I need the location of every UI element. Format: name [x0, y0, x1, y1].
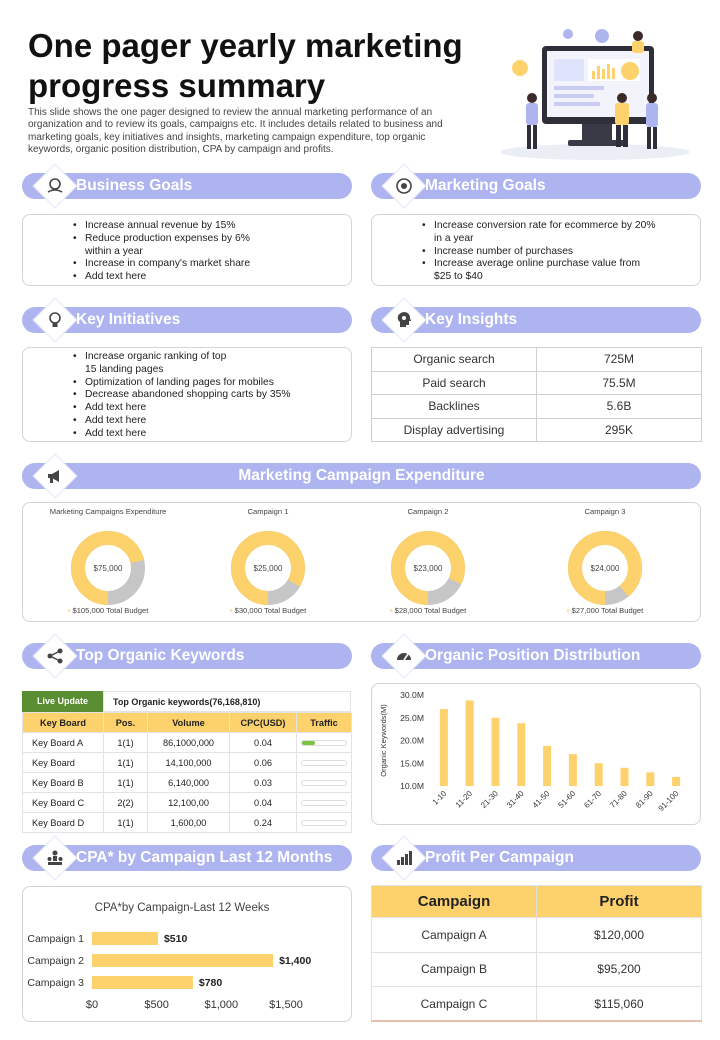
donut-chart: [68, 528, 148, 608]
list-item: • Add text here: [73, 428, 348, 441]
table-row: [23, 773, 352, 793]
campaign-cell: Campaign C: [372, 987, 537, 1022]
target-icon: [395, 177, 413, 195]
insight-label: Display advertising: [372, 418, 537, 442]
keyword-cell: Key Board: [23, 753, 104, 773]
pos-cell: 2(2): [104, 793, 148, 813]
cpa-chart: [22, 886, 352, 1022]
cpc-cell: 0.06: [230, 753, 297, 773]
column-bar: [543, 746, 551, 786]
traffic-bar: [301, 780, 347, 786]
keyword-cell: Key Board A: [23, 733, 104, 753]
pos-cell: 1(1): [104, 773, 148, 793]
x-tick-label: $0: [85, 999, 99, 1011]
business-goals-list: [73, 220, 343, 284]
pos-cell: 1(1): [104, 813, 148, 833]
marketing-goals-list: [422, 220, 697, 284]
column-bar: [646, 772, 654, 786]
list-item: • Decrease abandoned shopping carts by 35%: [73, 389, 348, 402]
list-item: • Add text here: [73, 402, 348, 415]
volume-cell: 6,140,000: [148, 773, 230, 793]
bar-chart-icon: [395, 849, 413, 867]
key-insights-heading: Key Insights: [425, 311, 518, 328]
cpa-bar: [92, 932, 158, 945]
marketing-goals-box: [371, 214, 701, 286]
key-initiatives-box: [22, 347, 352, 442]
donut-center-label: $75,000: [93, 564, 123, 573]
column-bar: [466, 700, 474, 786]
list-item: in a year: [434, 232, 474, 244]
table-row: [23, 753, 352, 773]
x-tick-label: 11-20: [453, 789, 475, 810]
marketing-goals-header: [371, 173, 701, 199]
insight-value: 5.6B: [537, 395, 702, 419]
table-row: [372, 918, 702, 953]
list-item: $25 to $40: [434, 271, 483, 283]
marketing-goals-icon-badge: [383, 165, 425, 207]
pos-cell: 1(1): [104, 753, 148, 773]
cpa-icon-badge: [34, 837, 76, 879]
key-insights-header: [371, 307, 701, 333]
organic-position-chart: [371, 683, 701, 825]
x-tick-label: $1,500: [269, 999, 303, 1011]
column-header: Campaign: [372, 886, 537, 918]
list-item: within a year: [85, 245, 143, 257]
head-gear-icon: [395, 311, 413, 329]
x-tick-label: 81-90: [633, 789, 655, 810]
cpa-header: [22, 845, 352, 871]
volume-cell: 86,1000,000: [148, 733, 230, 753]
insight-value: 725M: [537, 348, 702, 372]
insight-label: Organic search: [372, 348, 537, 372]
table-row: [23, 813, 352, 833]
network-icon: [46, 647, 64, 665]
x-tick-label: 21-30: [479, 789, 500, 810]
top-keywords-heading: Top Organic Keywords: [76, 647, 245, 664]
marketing-goals-heading: Marketing Goals: [425, 177, 546, 194]
category-label: Campaign 3: [27, 977, 84, 989]
profit-cell: $120,000: [537, 918, 702, 953]
insights-icon-badge: [383, 299, 425, 341]
profit-heading: Profit Per Campaign: [425, 849, 574, 866]
donut-chart: [228, 528, 308, 608]
column-header: Pos.: [104, 713, 148, 733]
column-bar: [595, 763, 603, 786]
traffic-cell: [297, 793, 352, 813]
list-item: • Increase conversion rate for ecommerce by 20%: [422, 220, 697, 233]
traffic-cell: [297, 753, 352, 773]
top-keywords-header: [22, 643, 352, 669]
list-item: • Increase organic ranking of top: [73, 351, 348, 364]
x-tick-label: 61-70: [582, 789, 604, 810]
traffic-bar-fill: [302, 741, 315, 745]
table-header-row: [23, 713, 352, 733]
insight-value: 295K: [537, 418, 702, 442]
donut-center-label: $23,000: [413, 564, 443, 573]
donut-legend: ▪ $27,000 Total Budget: [566, 606, 644, 615]
key-initiatives-header: [22, 307, 352, 333]
goals-icon-badge: [34, 165, 76, 207]
traffic-cell: [297, 773, 352, 793]
donut-title: Campaign 1: [247, 507, 289, 516]
business-goals-box: [22, 214, 352, 286]
y-tick-label: 25.0M: [400, 712, 424, 723]
table-row: [372, 418, 702, 442]
cpa-heading: CPA* by Campaign Last 12 Months: [76, 849, 333, 866]
traffic-bar: [301, 800, 347, 806]
keyword-cell: Key Board D: [23, 813, 104, 833]
keywords-table: [22, 712, 352, 833]
table-row: [23, 793, 352, 813]
profit-table: [371, 885, 702, 1022]
y-tick-label: 10.0M: [400, 781, 424, 791]
list-item: • Optimization of landing pages for mobiles: [73, 377, 348, 390]
list-item: • Add text here: [73, 415, 348, 428]
volume-cell: 12,100,00: [148, 793, 230, 813]
cpa-bar: [92, 976, 193, 989]
table-row: [23, 733, 352, 753]
donut-chart: [388, 528, 468, 608]
profit-icon-badge: [383, 837, 425, 879]
initiatives-icon-badge: [34, 299, 76, 341]
organic-position-heading: Organic Position Distribution: [425, 647, 641, 664]
keyword-cell: Key Board C: [23, 793, 104, 813]
donut-legend: ▪ $30,000 Total Budget: [229, 606, 307, 615]
donut-legend: ▪ $28,000 Total Budget: [389, 606, 467, 615]
table-row: [372, 987, 702, 1022]
traffic-cell: [297, 813, 352, 833]
profit-cell: $115,060: [537, 987, 702, 1022]
y-tick-label: 15.0M: [400, 758, 424, 769]
traffic-cell: [297, 733, 352, 753]
list-item: 15 landing pages: [85, 363, 164, 375]
campaign-cell: Campaign A: [372, 918, 537, 953]
table-header-row: [372, 886, 702, 918]
x-tick-label: 31-40: [504, 789, 526, 810]
insight-label: Paid search: [372, 371, 537, 395]
column-bar: [517, 723, 525, 786]
bar-value-label: $1,400: [279, 955, 312, 967]
profit-cell: $95,200: [537, 952, 702, 987]
business-goals-header: [22, 173, 352, 199]
traffic-bar: [301, 760, 347, 766]
table-row: [372, 952, 702, 987]
marketing-illustration: [490, 26, 700, 162]
cpa-bar: [92, 954, 273, 967]
pos-cell: 1(1): [104, 733, 148, 753]
x-tick-label: $500: [144, 999, 169, 1011]
column-bar: [492, 718, 500, 786]
keywords-icon-badge: [34, 635, 76, 677]
column-header: Key Board: [23, 713, 104, 733]
keywords-caption: Top Organic keywords(76,168,810): [103, 691, 351, 712]
insight-label: Backlines: [372, 395, 537, 419]
category-label: Campaign 2: [27, 955, 84, 967]
campaign-cell: Campaign B: [372, 952, 537, 987]
organic-position-header: [371, 643, 701, 669]
expenditure-header: [22, 463, 701, 489]
column-header: CPC(USD): [230, 713, 297, 733]
traffic-bar: [301, 740, 347, 746]
donut-title: Campaign 2: [407, 507, 449, 516]
donut-center-label: $25,000: [253, 564, 283, 573]
donut-center-label: $24,000: [590, 564, 620, 573]
cpc-cell: 0.04: [230, 733, 297, 753]
column-bar: [569, 754, 577, 786]
category-label: Campaign 1: [27, 933, 84, 945]
key-insights-table: [371, 347, 702, 442]
bar-value-label: $510: [163, 933, 188, 945]
donut-title: Marketing Campaigns Expenditure: [49, 507, 167, 516]
x-tick-label: $1,000: [204, 999, 239, 1011]
donut-title: Campaign 3: [584, 507, 626, 516]
gauge-icon: [395, 647, 413, 665]
table-row: [372, 371, 702, 395]
cpc-cell: 0.03: [230, 773, 297, 793]
x-tick-label: 51-60: [556, 789, 578, 810]
column-bar: [440, 709, 448, 786]
y-axis-label: Organic Keywords(M): [379, 704, 388, 777]
list-item: • Increase annual revenue by 15%: [73, 220, 343, 233]
y-tick-label: 20.0M: [400, 735, 424, 746]
list-item: • Increase average online purchase value from: [422, 258, 697, 271]
x-tick-label: 91-100: [656, 789, 681, 814]
chart-title: CPA*by Campaign-Last 12 Weeks: [94, 902, 270, 914]
x-tick-label: 71-80: [608, 789, 629, 810]
key-initiatives-list: [73, 351, 348, 441]
page-description: This slide shows the one pager designed to review the annual marketing performance of an organization and to review its goals, campaigns etc. It includes details related to business and marketing goals, key initiatives and insights, marketing campaign expenditure, top organic keywords, organic position distribution, CPA by campaign and profits.: [28, 107, 443, 156]
column-header: Profit: [537, 886, 702, 918]
lightbulb-icon: [46, 311, 64, 329]
cpc-cell: 0.04: [230, 793, 297, 813]
x-tick-label: 41-50: [530, 789, 552, 810]
page-title: One pager yearly marketing progress summary: [28, 27, 463, 104]
list-item: • Increase number of purchases: [422, 246, 697, 259]
organic-icon-badge: [383, 635, 425, 677]
traffic-bar: [301, 820, 347, 826]
list-item: • Reduce production expenses by 6%: [73, 233, 343, 246]
key-initiatives-heading: Key Initiatives: [76, 311, 181, 328]
volume-cell: 14,100,000: [148, 753, 230, 773]
bar-value-label: $780: [198, 977, 223, 989]
coin-hand-icon: [46, 177, 64, 195]
table-row: [372, 348, 702, 372]
profit-header: [371, 845, 701, 871]
business-goals-heading: Business Goals: [76, 177, 193, 194]
expenditure-heading: Marketing Campaign Expenditure: [238, 467, 485, 484]
column-header: Traffic: [297, 713, 352, 733]
list-item: • Increase in company's market share: [73, 258, 343, 271]
keyword-cell: Key Board B: [23, 773, 104, 793]
list-item: • Add text here: [73, 271, 343, 284]
column-bar: [621, 768, 629, 786]
table-row: [372, 395, 702, 419]
team-icon: [46, 849, 64, 867]
live-update-label: Live Update: [22, 691, 103, 712]
x-tick-label: 1-10: [430, 789, 449, 807]
donut-legend: ▪ $105,000 Total Budget: [67, 606, 149, 615]
insight-value: 75.5M: [537, 371, 702, 395]
cpc-cell: 0.24: [230, 813, 297, 833]
column-bar: [672, 777, 680, 786]
volume-cell: 1,600,00: [148, 813, 230, 833]
y-tick-label: 30.0M: [400, 690, 424, 700]
donut-chart: [565, 528, 645, 608]
column-header: Volume: [148, 713, 230, 733]
